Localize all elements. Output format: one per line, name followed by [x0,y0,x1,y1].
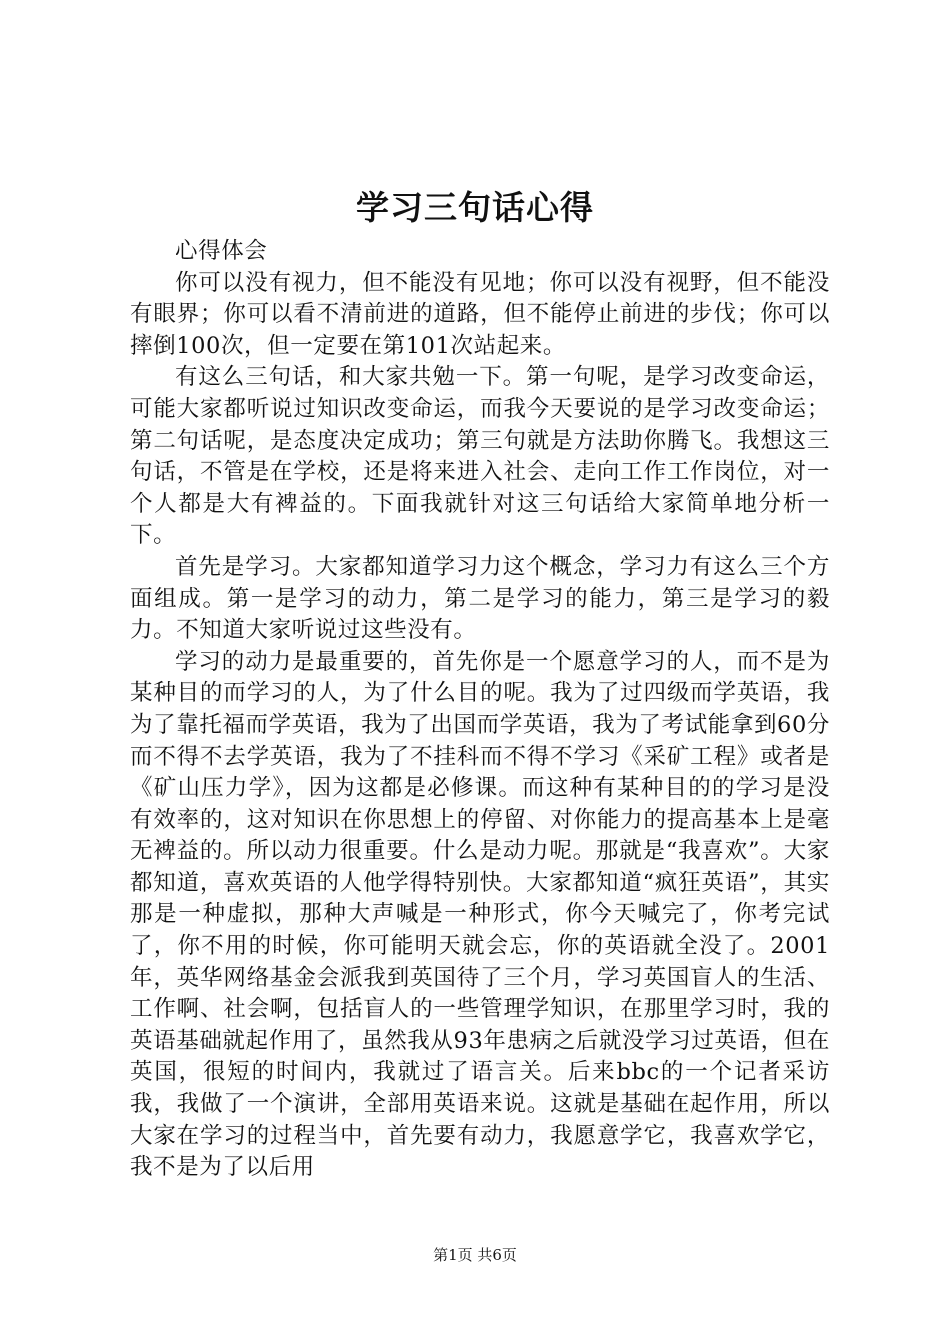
document-body [130,236,830,1184]
page-title: 学习三句话心得 [356,188,594,227]
paragraph: 你可以没有视力，但不能没有见地；你可以没有视野，但不能没有眼界；你可以看不清前进的道路，但不能停止前进的步伐；你可以摔倒100次，但一定要在第101次站起来。 [130,269,830,359]
paragraph: 学习的动力是最重要的，首先你是一个愿意学习的人，而不是为某种目的而学习的人，为了什么目的呢。我为了过四级而学英语，我为了靠托福而学英语，我为了出国而学英语，我为了考试能拿到60分而不得不去学英语，我为了不挂科而不得不学习《采矿工程》或者是《矿山压力学》，因为这都是必修课。而这种有某种目的的学习是没有效率的，这对知识在你思想上的停留、对你能力的提高基本上是毫无裨益的。所以动力很重要。什么是动力呢。那就是“我喜欢”。大家都知道，喜欢英语的人他学得特别快。大家都知道“疯狂英语”，其实那是一种虚拟，那种大声喊是一种形式，你今天喊完了，你考完试了，你不用的时候，你可能明天就会忘，你的英语就全没了。2001年，英华网络基金会派我到英国待了三个月，学习英国盲人的生活、工作啊、社会啊，包括盲人的一些管理学知识，在那里学习时，我的英语基础就起作用了，虽然我从93年患病之后就没学习过英语，但在英国，很短的时间内，我就过了语言关。后来bbc的一个记者采访我，我做了一个演讲，全部用英语来说。这就是基础在起作用，所以大家在学习的过程当中，首先要有动力，我愿意学它，我喜欢学它，我不是为了以后用 [130,648,830,1181]
paragraph: 有这么三句话，和大家共勉一下。第一句呢，是学习改变命运，可能大家都听说过知识改变命运，而我今天要说的是学习改变命运；第二句话呢，是态度决定成功；第三句就是方法助你腾飞。我想这三句话，不管是在学校，还是将来进入社会、走向工作工作岗位，对一个人都是大有裨益的。下面我就针对这三句话给大家简单地分析一下。 [130,364,830,549]
page-footer: 第1页 共6页 [433,1246,517,1264]
paragraph: 心得体会 [175,238,268,264]
paragraph: 首先是学习。大家都知道学习力这个概念，学习力有这么三个方面组成。第一是学习的动力，第二是学习的能力，第三是学习的毅力。不知道大家听说过这些没有。 [130,553,830,644]
